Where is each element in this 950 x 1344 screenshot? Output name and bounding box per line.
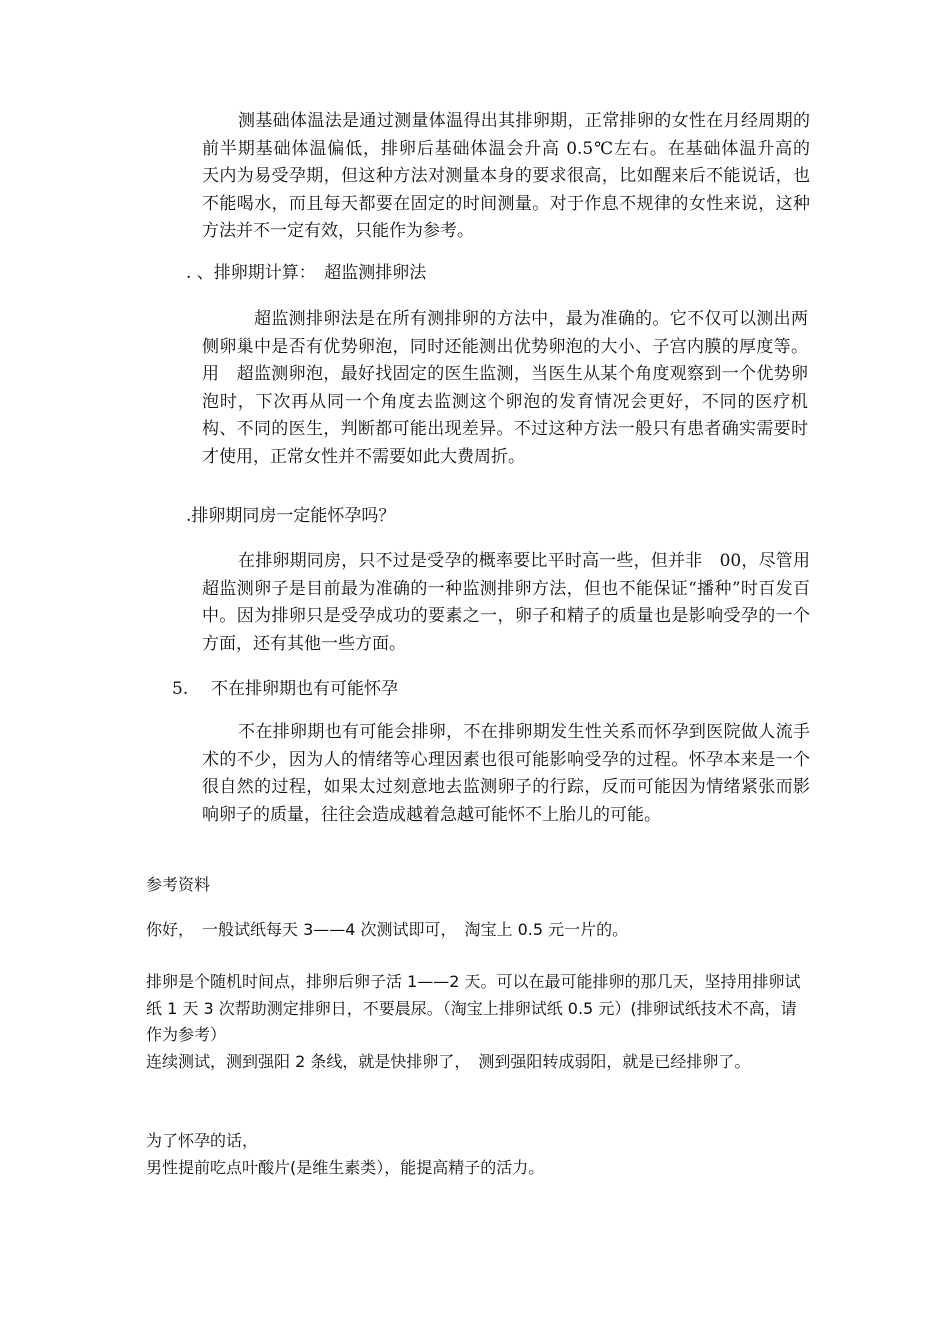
reference-paragraph-4-line-2: 男性提前吃点叶酸片(是维生素类），能提高精子的活力。	[146, 1157, 545, 1177]
ultrasound-heading: . 、排卵期计算： 超监测排卵法	[186, 263, 427, 283]
guarantee-heading: .排卵期同房一定能怀孕吗？	[186, 506, 396, 526]
reference-paragraph-4-line-1: 为了怀孕的话，	[146, 1131, 259, 1150]
ultrasound-paragraph: 超监测排卵法是在所有测排卵的方法中，最为准确的。它不仅可以测出两侧卵巢中是否有优势卵泡，同时还能测出优势卵泡的大小、子宫内膜的厚度等。用 超监测卵泡，最好找固定的医生监测，当医生从某个角度观察到一个优势卵泡时，下次再从同一个角度去监测这个卵泡的发育情况会更好，不同的医疗机构、不同的医生，判断都可能出现差异。不过这种方法一般只有患者确实需要时才使用，正常女性并不需要如此大费周折。	[202, 309, 808, 467]
reference-line-1: 你好， 一般试纸每天 3——4 次测试即可， 淘宝上 0.5 元一片的。	[146, 920, 629, 939]
basal-temp-paragraph: 测基础体温法是通过测量体温得出其排卵期，正常排卵的女性在月经周期的前半期基础体温偏低，排卵后基础体温会升高 0.5℃左右。在基础体温升高的 天内为易受孕期，但这种方法对测量本身的要求很高，比如醒来后不能说话，也不能喝水，而且每天都要在固定的时间测量。对于作息不规律的女性来说，这种方法并不一定有效，只能作为参考。	[202, 111, 827, 241]
reference-closing-block	[146, 1128, 812, 1181]
reference-paragraph-2: 排卵是个随机时间点，排卵后卵子活 1——2 天。可以在最可能排卵的那几天，坚持用排卵试纸 1 天 3 次帮助测定排卵日，不要晨尿。（淘宝上排卵试纸 0.5 元）(排卵试纸技术不高，请作为参考）	[146, 972, 801, 1044]
ultrasound-section	[202, 306, 808, 471]
basal-temp-section	[202, 108, 827, 246]
outside-ovulation-section	[202, 719, 810, 829]
reference-line-1-block	[146, 917, 812, 944]
outside-ovulation-heading	[172, 676, 398, 703]
outside-ovulation-paragraph: 不在排卵期也有可能会排卵，不在排卵期发生性关系而怀孕到医院做人流手术的不少，因为人的情绪等心理因素也很可能影响受孕的过程。怀孕本来是一个很自然的过程，如果太过刻意地去监测卵子的行踪，反而可能因为情绪紧张而影响卵子的质量，往往会造成越着急越可能怀不上胎儿的可能。	[202, 722, 810, 825]
reference-body-block	[146, 969, 812, 1075]
guarantee-section	[202, 548, 827, 658]
reference-paragraph-3: 连续测试，测到强阳 2 条线，就是快排卵了， 测到强阳转成弱阳，就是已经排卵了。	[146, 1051, 751, 1071]
section-number: 5.	[172, 679, 189, 699]
guarantee-paragraph: 在排卵期同房，只不过是受孕的概率要比平时高一些，但并非 00，尽管用 超监测卵子是目前最为准确的一种监测排卵方法，但也不能保证“播种”时百发百中。因为排卵只是受孕成功的要素之一，卵子和精子的质量也是影响受孕的一个方面，还有其他一些方面。	[202, 551, 827, 654]
reference-title: 参考资料	[146, 875, 211, 894]
section-title: 不在排卵期也有可能怀孕	[211, 679, 399, 699]
